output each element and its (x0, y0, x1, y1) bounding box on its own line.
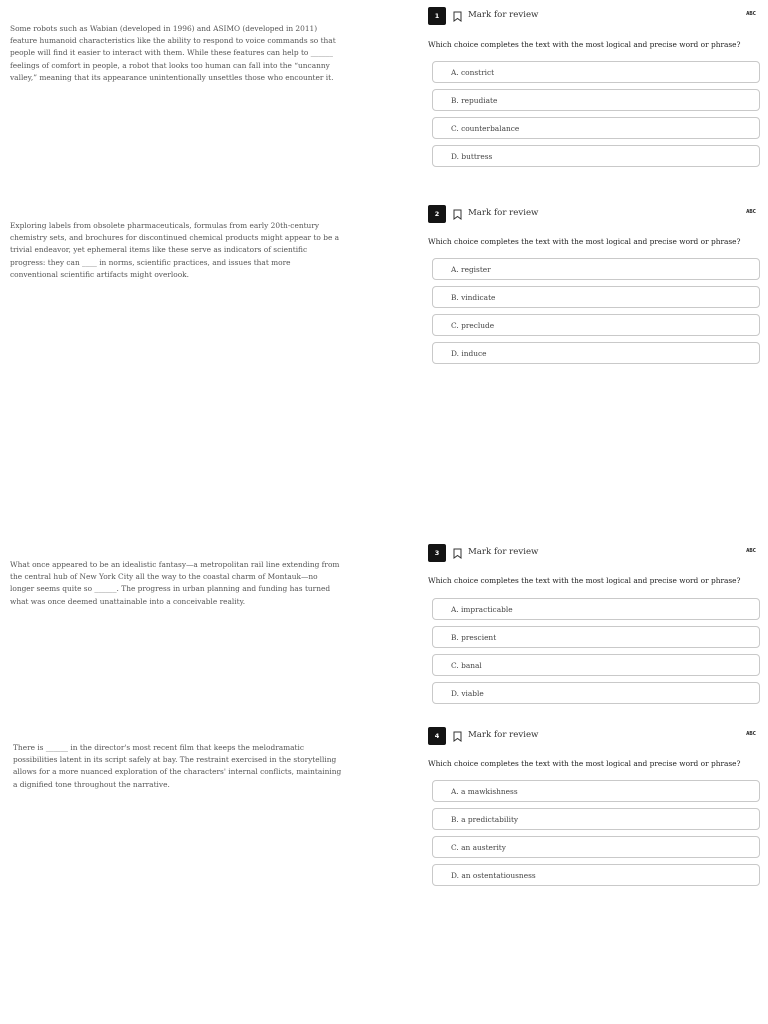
answer-choice-d[interactable]: D. viable (432, 682, 760, 704)
answer-choices (432, 61, 760, 173)
answer-choice-a[interactable]: A. constrict (432, 61, 760, 83)
question-number: 4 (428, 727, 446, 745)
question-number: 3 (428, 544, 446, 562)
answer-choice-b[interactable]: B. vindicate (432, 286, 760, 308)
abc-eliminator-button[interactable]: ABC (746, 548, 756, 554)
answer-choice-a[interactable]: A. register (432, 258, 760, 280)
bookmark-icon[interactable] (453, 209, 462, 220)
answer-choice-c[interactable]: C. counterbalance (432, 117, 760, 139)
answer-choice-c[interactable]: C. preclude (432, 314, 760, 336)
bookmark-icon[interactable] (453, 548, 462, 559)
passage-2: Exploring labels from obsolete pharmaceuticals, formulas from early 20th-century chemistry sets, and brochures for discontinued chemical products might appear to be a trivial endeavor, yet ephemeral items like these serve as indicators of scientific progress: they can ____ in norms, scientific practices, and issues that more conventional scientific artifacts might overlook. (10, 221, 340, 279)
answer-choice-b[interactable]: B. prescient (432, 626, 760, 648)
passage-1: Some robots such as Wabian (developed in 1996) and ASIMO (developed in 2011) feature humanoid characteristics like the ability to respond to voice commands so that people will find it easier to interact with them. While these features can help to ______ feelings of comfort in people, a robot that looks too human can fall into the “uncanny valley,” meaning that its appearance unintentionally unsettles those who encounter it. (10, 24, 336, 82)
abc-eliminator-button[interactable]: ABC (746, 11, 756, 17)
answer-choice-b[interactable]: B. a predictability (432, 808, 760, 830)
question-number: 1 (428, 7, 446, 25)
answer-choice-a[interactable]: A. a mawkishness (432, 780, 760, 802)
answer-choice-c[interactable]: C. banal (432, 654, 760, 676)
answer-choice-b[interactable]: B. repudiate (432, 89, 760, 111)
mark-for-review-button[interactable]: Mark for review (468, 547, 539, 557)
question-prompt: Which choice completes the text with the most logical and precise word or phrase? (428, 237, 741, 246)
question-3-header (428, 544, 756, 564)
abc-eliminator-button[interactable]: ABC (746, 731, 756, 737)
passage-4: There is ______ in the director's most recent film that keeps the melodramatic possibilities latent in its script safely at bay. The restraint exercised in the storytelling allows for a more nuanced exploration of the characters' internal conflicts, maintaining a dignified tone throughout the narrative. (13, 743, 342, 789)
answer-choices (432, 258, 760, 370)
mark-for-review-button[interactable]: Mark for review (468, 730, 539, 740)
bookmark-icon[interactable] (453, 731, 462, 742)
passage-3: What once appeared to be an idealistic fantasy—a metropolitan rail line extending from the central hub of New York City all the way to the coastal charm of Montauk—no longer seems quite so ______. The progress in urban planning and funding has turned what was once deemed unattainable into a conceivable reality. (10, 560, 340, 606)
question-prompt: Which choice completes the text with the most logical and precise word or phrase? (428, 40, 741, 49)
question-prompt: Which choice completes the text with the most logical and precise word or phrase? (428, 759, 741, 768)
question-prompt: Which choice completes the text with the most logical and precise word or phrase? (428, 576, 741, 585)
answer-choice-a[interactable]: A. impracticable (432, 598, 760, 620)
bookmark-icon[interactable] (453, 11, 462, 22)
mark-for-review-button[interactable]: Mark for review (468, 208, 539, 218)
question-4-header (428, 727, 756, 747)
abc-eliminator-button[interactable]: ABC (746, 209, 756, 215)
question-number: 2 (428, 205, 446, 223)
question-1-header (428, 7, 756, 27)
answer-choice-d[interactable]: D. buttress (432, 145, 760, 167)
mark-for-review-button[interactable]: Mark for review (468, 10, 539, 20)
answer-choices (432, 780, 760, 892)
answer-choice-c[interactable]: C. an austerity (432, 836, 760, 858)
answer-choice-d[interactable]: D. induce (432, 342, 760, 364)
answer-choices (432, 598, 760, 710)
question-2-header (428, 205, 756, 225)
answer-choice-d[interactable]: D. an ostentatiousness (432, 864, 760, 886)
